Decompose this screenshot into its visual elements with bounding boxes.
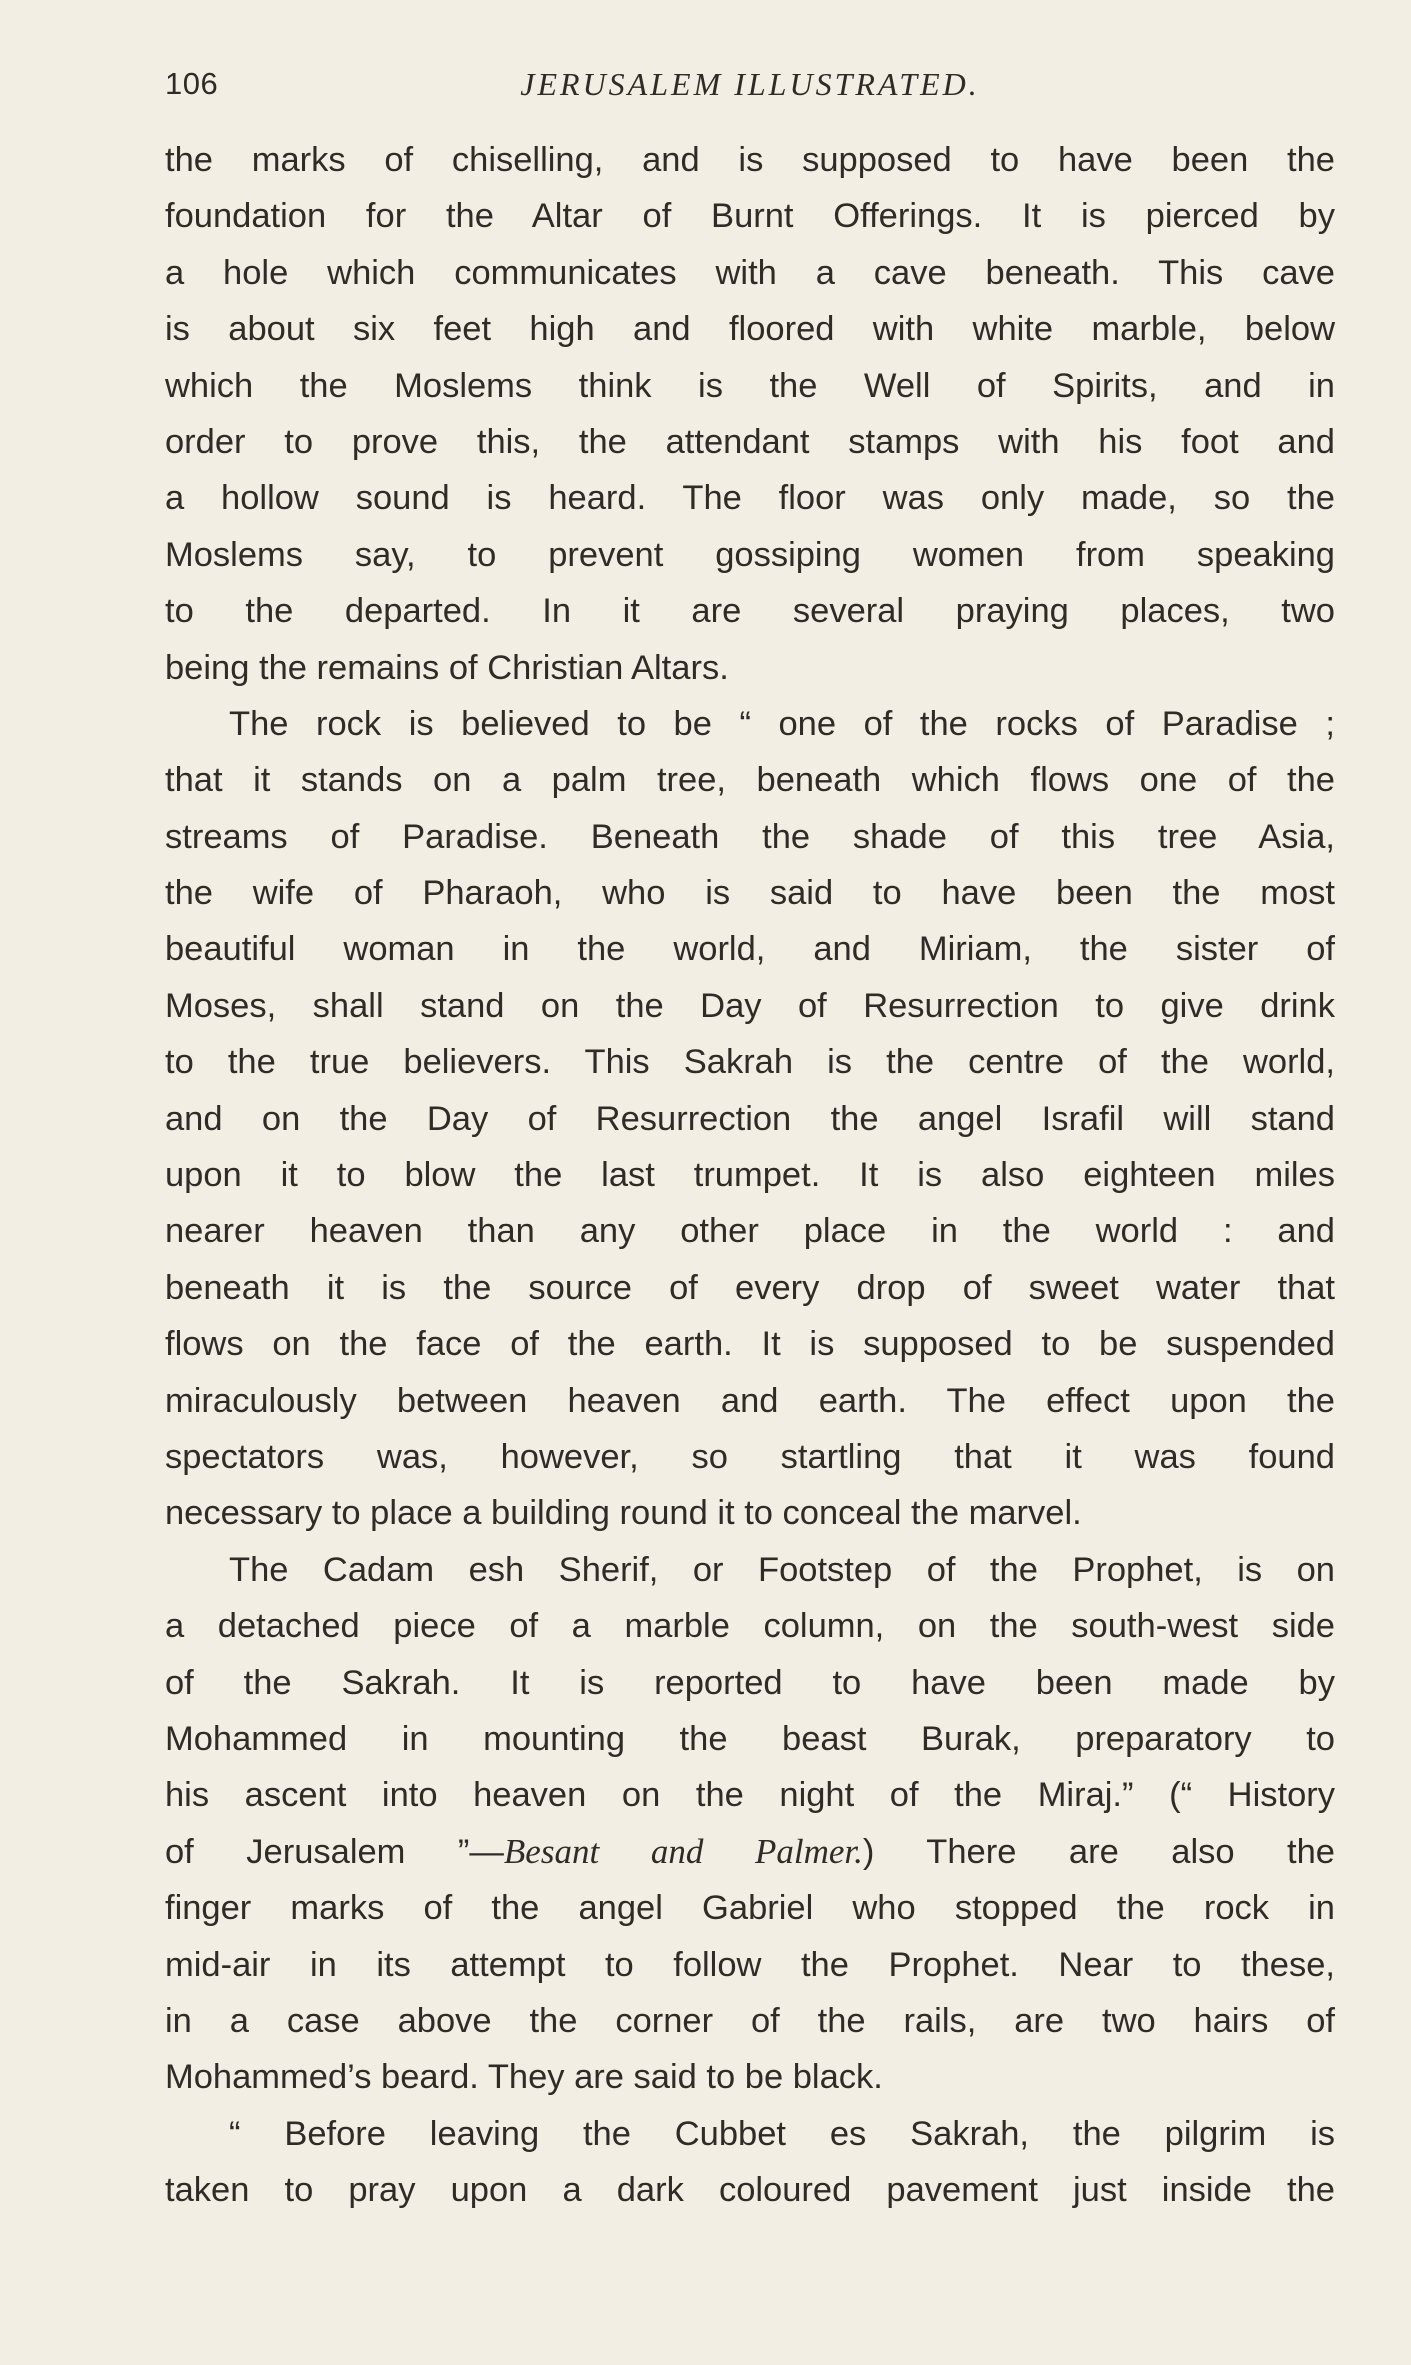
paragraph-end-line: necessary to place a building round it to conceal the marvel. <box>165 1494 1082 1533</box>
citation-line <box>165 1824 1335 1880</box>
citation-after: ) There are also the <box>862 1832 1335 1871</box>
text-line: to the true believers. This Sakrah is the centre of the world, <box>165 1043 1335 1082</box>
text-line: miraculously between heaven and earth. The effect upon the <box>165 1381 1335 1420</box>
text-line: Mohammed in mounting the beast Burak, preparatory to <box>165 1719 1335 1758</box>
text-line: beautiful woman in the world, and Miriam, the sister of <box>165 930 1335 969</box>
text-line: a hollow sound is heard. The floor was only made, so the <box>165 479 1335 518</box>
text-line: Moses, shall stand on the Day of Resurrection to give drink <box>165 986 1335 1025</box>
text-line: taken to pray upon a dark coloured pavement just inside the <box>165 2171 1335 2210</box>
text-line: a hole which communicates with a cave beneath. This cave <box>165 253 1335 292</box>
text-line: foundation for the Altar of Burnt Offerings. It is pierced by <box>165 197 1335 236</box>
text-line: order to prove this, the attendant stamps with his foot and <box>165 422 1335 461</box>
running-head <box>165 66 1335 116</box>
citation-authors: Besant and Palmer. <box>503 1831 863 1871</box>
running-title: JERUSALEM ILLUSTRATED. <box>520 66 980 102</box>
paragraph-start-line: The rock is believed to be “ one of the rocks of Paradise ; <box>229 704 1335 743</box>
body-text <box>165 132 1335 2218</box>
text-line: beneath it is the source of every drop of sweet water that <box>165 1268 1335 1307</box>
text-line: the wife of Pharaoh, who is said to have been the most <box>165 874 1335 913</box>
text-line: in a case above the corner of the rails, are two hairs of <box>165 2001 1335 2040</box>
paragraph-start-line: “ Before leaving the Cubbet es Sakrah, the pilgrim is <box>229 2114 1335 2153</box>
text-line: is about six feet high and floored with white marble, below <box>165 310 1335 349</box>
text-line: of the Sakrah. It is reported to have been made by <box>165 1663 1335 1702</box>
text-line: mid-air in its attempt to follow the Prophet. Near to these, <box>165 1945 1335 1984</box>
citation-before: of Jerusalem ”— <box>165 1832 504 1871</box>
text-line: finger marks of the angel Gabriel who stopped the rock in <box>165 1889 1335 1928</box>
paragraph-end-line: Mohammed’s beard. They are said to be black. <box>165 2058 883 2097</box>
text-line: streams of Paradise. Beneath the shade of this tree Asia, <box>165 817 1335 856</box>
text-line: nearer heaven than any other place in the world : and <box>165 1212 1335 1251</box>
text-line: upon it to blow the last trumpet. It is also eighteen miles <box>165 1156 1335 1195</box>
paragraph-end-line: being the remains of Christian Altars. <box>165 648 729 687</box>
text-line: a detached piece of a marble column, on the south-west side <box>165 1607 1335 1646</box>
text-line: that it stands on a palm tree, beneath which flows one of the <box>165 761 1335 800</box>
text-line: to the departed. In it are several praying places, two <box>165 592 1335 631</box>
text-line: flows on the face of the earth. It is supposed to be suspended <box>165 1325 1335 1364</box>
paragraph-start-line: The Cadam esh Sherif, or Footstep of the Prophet, is on <box>229 1550 1335 1589</box>
text-line: Moslems say, to prevent gossiping women from speaking <box>165 535 1335 574</box>
page-number: 106 <box>165 66 219 101</box>
text-line: and on the Day of Resurrection the angel Israfil will stand <box>165 1099 1335 1138</box>
text-line: his ascent into heaven on the night of the Miraj.” (“ History <box>165 1776 1335 1815</box>
text-line: the marks of chiselling, and is supposed to have been the <box>165 141 1335 179</box>
text-line: which the Moslems think is the Well of Spirits, and in <box>165 366 1335 405</box>
text-line: spectators was, however, so startling that it was found <box>165 1437 1335 1476</box>
